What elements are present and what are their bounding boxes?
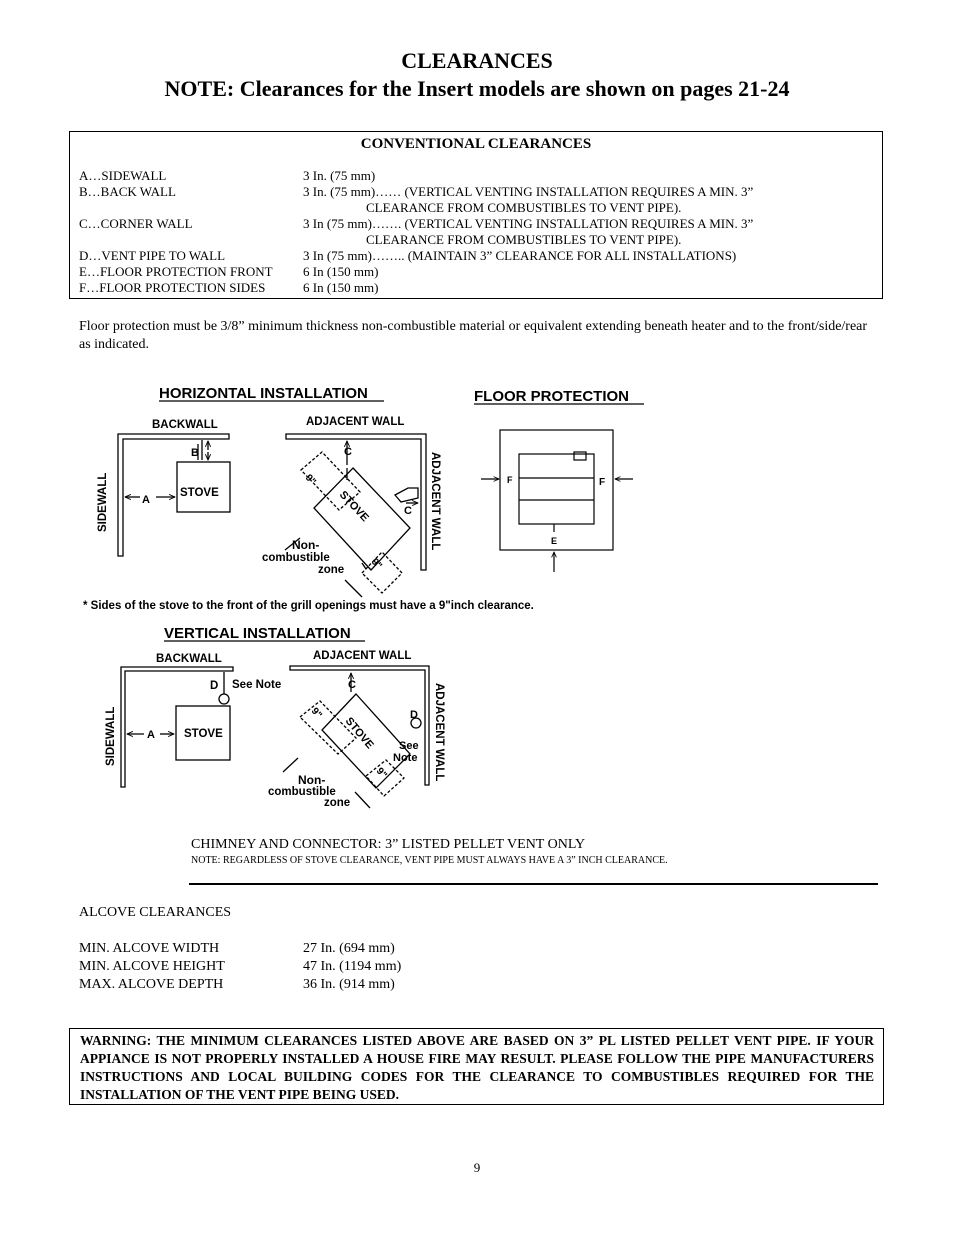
clearance-label: B…BACK WALL [79,184,176,199]
horizontal-sidewall-label: SIDEWALL [97,472,109,532]
horizontal-noncombustible-2: combustible [262,552,330,564]
vertical-noncombustible-1: Non- [298,773,326,787]
clearance-label: E…FLOOR PROTECTION FRONT [79,264,273,279]
vertical-noncombustible-2: combustible [268,786,336,798]
horizontal-letter-a: A [142,494,150,506]
vertical-installation-title: VERTICAL INSTALLATION [164,625,351,642]
vertical-nine-inch-1: 9" [308,705,324,721]
vertical-nine-inch-2: 9" [373,765,389,781]
clearance-value-continued: CLEARANCE FROM COMBUSTIBLES TO VENT PIPE). [366,200,682,215]
chimney-connector-text: CHIMNEY AND CONNECTOR: 3” LISTED PELLET VENT ONLY [191,837,586,852]
horizontal-noncombustible-1: Non- [292,538,320,552]
vertical-letter-c: C [348,679,356,691]
clearance-value: 3 In. (75 mm) [303,168,376,183]
vertical-see-label: See [399,740,419,752]
installation-diagrams [0,380,954,820]
clearance-value-continued: CLEARANCE FROM COMBUSTIBLES TO VENT PIPE). [366,232,682,247]
alcove-value: 36 In. (914 mm) [303,977,395,992]
vertical-see-note-label: See Note [232,679,282,691]
floor-protection-f-left: F [507,475,513,485]
floor-protection-f-right: F [599,477,606,488]
grill-clearance-note: * Sides of the stove to the front of the grill openings must have a 9"inch clearance. [83,600,534,612]
conventional-clearances-heading: CONVENTIONAL CLEARANCES [360,136,592,152]
clearance-label: C…CORNER WALL [79,216,193,231]
clearance-value: 6 In (150 mm) [303,280,379,295]
clearance-value: 3 In (75 mm)…….. (MAINTAIN 3” CLEARANCE FOR ALL INSTALLATIONS) [303,248,737,263]
vertical-stove-angled-label: STOVE [342,715,376,752]
clearance-value: 3 In. (75 mm)…… (VERTICAL VENTING INSTALLATION REQUIRES A MIN. 3” [303,184,754,199]
clearance-label: F…FLOOR PROTECTION SIDES [79,280,266,295]
alcove-clearances-heading: ALCOVE CLEARANCES [79,905,232,920]
horizontal-adjacent-wall-vertical-label: ADJACENT WALL [429,452,441,551]
alcove-value: 27 In. (694 mm) [303,941,395,956]
conventional-clearances-box [69,131,883,299]
horizontal-installation-title: HORIZONTAL INSTALLATION [159,385,368,402]
clearance-value: 3 In (75 mm)……. (VERTICAL VENTING INSTALLATION REQUIRES A MIN. 3” [303,216,754,231]
vertical-adjacent-wall-label: ADJACENT WALL [313,650,412,662]
alcove-value: 47 In. (1194 mm) [303,959,402,974]
section-divider [189,883,878,885]
horizontal-adjacent-wall-label: ADJACENT WALL [306,416,405,428]
horizontal-backwall-label: BACKWALL [152,419,218,431]
floor-protection-paragraph: Floor protection must be 3/8” minimum thickness non-combustible material or equivalent extending beneath heater and to the front/side/rear as indicated. [79,319,868,352]
horizontal-letter-b: B [191,447,199,459]
vertical-letter-d-right: D [410,709,418,721]
horizontal-letter-c: C [344,446,352,458]
vertical-noncombustible-3: zone [324,797,351,809]
clearance-label: A…SIDEWALL [79,168,167,183]
horizontal-nine-inch-2: 9" [368,556,384,572]
page-subtitle-note: NOTE: Clearances for the Insert models are shown on pages 21-24 [164,76,790,101]
warning-box: WARNING: THE MINIMUM CLEARANCES LISTED ABOVE ARE BASED ON 3” PL LISTED PELLET VENT PIPE. IF YOUR APPIANCE IS NOT PROPERLY INSTALLED A HOUSE FIRE MAY RESULT. PLEASE FOLLOW THE PIPE MANUFACTURERS INSTRUCTIONS AND LOCAL BUILDING CODES FOR THE CLEARANCE TO COMBUSTIBLES REQUIRED FOR THE INSTALLATION OF THE VENT PIPE BEING USED. [69,1028,884,1105]
vertical-letter-a: A [147,729,155,741]
alcove-label: MIN. ALCOVE HEIGHT [79,959,225,974]
floor-protection-drawing [481,430,633,572]
vertical-note-label: Note [393,752,418,764]
vertical-backwall-label: BACKWALL [156,653,222,665]
floor-protection-e: E [551,536,558,546]
horizontal-letter-c-vent: C [404,505,412,517]
horizontal-noncombustible-3: zone [318,564,345,576]
horizontal-stove-label: STOVE [180,487,219,499]
horizontal-walls [118,434,426,597]
horizontal-nine-inch-1: 9" [302,472,318,488]
vertical-letter-d: D [210,680,219,692]
vertical-stove-label: STOVE [184,728,223,740]
horizontal-stove-angled-label: STOVE [336,488,371,525]
alcove-label: MIN. ALCOVE WIDTH [79,941,220,956]
clearance-label: D…VENT PIPE TO WALL [79,248,226,263]
chimney-connector-note: NOTE: REGARDLESS OF STOVE CLEARANCE, VENT PIPE MUST ALWAYS HAVE A 3” INCH CLEARANCE. [191,855,668,866]
page-number: 9 [473,1160,481,1175]
vertical-adjacent-wall-vertical-label: ADJACENT WALL [433,683,445,782]
alcove-label: MAX. ALCOVE DEPTH [79,977,224,992]
vertical-sidewall-label: SIDEWALL [105,706,117,766]
floor-protection-title: FLOOR PROTECTION [474,388,629,405]
page-title: CLEARANCES [401,48,553,73]
clearance-value: 6 In (150 mm) [303,264,379,279]
